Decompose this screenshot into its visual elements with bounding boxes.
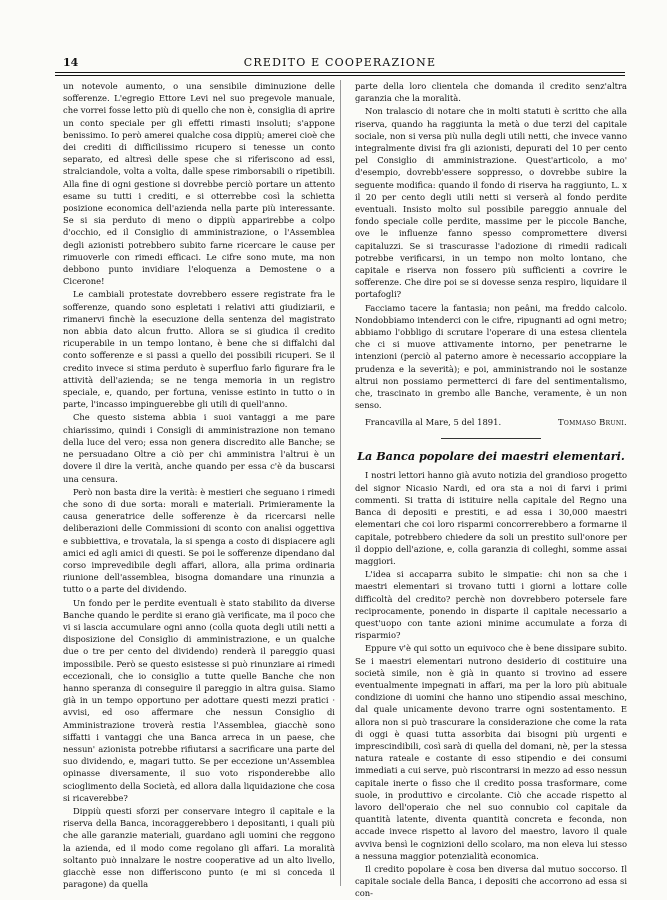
left-paragraph: Le cambiali protestate dovrebbero essere registrate fra le sofferenze, quando sono espletati i relativi atti giudiziarii, e rimanervi finchè la esecuzione della sentenza del magistrato non abbia dato alcun frutto. Allora se si giudica il credito ricuperabile in un tempo lontano, è bene che si diffalchi dal conto sofferenze e si passi a quello dei possibili ricuperi. Se il credito invece si stima perduto è superfluo farlo figurare fra le attività dell'azienda; se ne tenga memoria in un registro speciale, e, quando, per fortuna, venisse estinto in tutto o in parte, l'incasso impinguerebbe gli utili di quell'anno. — [63, 289, 335, 410]
left-paragraph: Che questo sistema abbia i suoi vantaggi a me pare chiarissimo, quindi i Consigli di amministrazione non temano della luce del vero; essa non genera discredito alle Banche; se ne persuadano Oltre a ciò per chi amministra l'altrui è un dovere il dire la verità, anche quando per essa c'è da buscarsi una censura. — [63, 412, 335, 484]
header-rule-bottom — [55, 75, 625, 76]
right-column — [355, 80, 627, 899]
page-number: 14 — [63, 56, 79, 69]
running-title: CREDITO E COOPERAZIONE — [243, 56, 437, 69]
article-separator — [441, 438, 541, 439]
signoff-place-date: Francavilla al Mare, 5 del 1891. — [365, 417, 502, 428]
right-paragraph: Il credito popolare è cosa ben diversa dal mutuo soccorso. Il capitale sociale della Banca, i depositi che accorrono ad essa si con- — [355, 863, 627, 899]
right-paragraph: Facciamo tacere la fantasia; non peâni, ma freddo calcolo. Nondobbiamo intenderci con le cifre, ripugnanti ad ogni metro; abbiamo l'obbligo di scrutare l'operare di una estesa clientela che ci si muove attivamente intorno, per penetrarne le intenzioni (perciò al paterno amore è necessario accoppiare la prudenza e la severità); e poi, amministrando noi le sostanze altrui non possiamo permetterci di fare del sentimentalismo, che, trascinato in grembo alle Banche, veramente, è un non senso. — [355, 302, 627, 411]
signoff-author: Tommaso Bruni. — [557, 417, 627, 428]
article-signoff — [355, 416, 627, 430]
right-paragraph: Eppure v'è qui sotto un equivoco che è bene dissipare subito. Se i maestri elementari nutrono desiderio di costituire una società simile, non è già in quanto si trovino ad essere eventualmente impegnati in affari, ma per la loro più abituale condizione di uomini che hanno uno stipendio assai meschino, dal quale unicamente devono trarre ogni sostentamento. E allora non si può trascurare la considerazione che come la rata di oggi è quasi tutta assorbita dai bisogni più urgenti e imprescindibili, così sarà di quella del domani, nè, per la stessa natura rateale e costante di esso stipendio e dei consumi immediati a cui serve, può riscontrarsi in mezzo ad esso nessun capitale inerte o fisso che il credito possa trasformare, come suole, in produttivo e circolante. Ciò che accade rispetto al lavoro dell'operaio che nel suo connubio col capitale da quantità latente, diventa quantità concreta e feconda, non accade invece rispetto al lavoro del maestro, lavoro il quale avviva bensì le cognizioni dello scolaro, ma non eleva lui stesso a nessuna maggior potenzialità economica. — [355, 643, 627, 861]
left-column — [63, 80, 335, 888]
column-divider — [340, 80, 341, 886]
left-paragraph: Però non basta dire la verità: è mestieri che seguano i rimedi che sono di due sorta: morali e materiali. Primieramente la causa generatrice delle sofferenze è da ricercarsi nelle deliberazioni delle Commissioni di sconto con analisi oggettiva e subbiettiva, e trovatala, la si spenga a costo di dispiacere agli amici ed agli amici di questi. Se poi le sofferenze dipendano dal corso imprevedibile degli affari, allora, alla prima ordinaria riunione dell'assemblea, bisogna domandare una rinunzia a tutto o a parte del dividendo. — [63, 486, 335, 595]
header-rule-top — [55, 72, 625, 73]
left-paragraph: Un fondo per le perdite eventuali è stato stabilito da diverse Banche quando le perdite si erano già verificate, ma il poco che vi si lascia accumulare ogni anno (colla quota degli utili netti a disposizione del Consiglio di amministrazione, e un qualche due o tre per cento del dividendo) renderà il pareggio quasi impossibile. Però se questo esistesse si può rinunziare ai rimedi eccezionali, che io consiglio a tutte quelle Banche che non hanno speranza di conseguire il pareggio in altra guisa. Siamo già in un tempo opportuno per adottare questi mezzi pratici · avvisi, ed oso affermare che nessun Consiglio di Amministrazione troverà restia l'Assemblea, giacchè sono siffatti i vantaggi che una Banca arreca in un paese, che nessun' azionista potrebbe rifiutarsi a sacrificare una parte del suo dividendo, e, magari tutto. Se per eccezione un'Assemblea opinasse diversamente, il suo voto risponderebbe allo scioglimento della Società, ed allora dalla liquidazione che cosa si ricaverebbe? — [63, 597, 335, 803]
right-paragraph: Non tralascio di notare che in molti statuti è scritto che alla riserva, quando ha raggiunta la metà o due terzi del capitale sociale, non si versa più nulla degli utili netti, che invece vanno integralmente divisi fra gli azionisti, depurati del 10 per cento pel Consiglio di amministrazione. Quest'articolo, a mo' d'esempio, dovrebb'essere soppresso, o dovrebbe subire la seguente modifica: quando il fondo di riserva ha raggiunto, L. x il 20 per cento degli utili netti si verserà al fondo perdite eventuali. Insisto molto sul possibile pareggio annuale del fondo speciale colle perdite, massime per le piccole Banche, ove le influenze fanno spesso compromettere diversi capitaluzzi. Se si trascurasse l'adozione di rimedii radicali potrebbe verificarsi, in un tempo non molto lontano, che capitale e riserva non fossero più sufficienti a covrire le sofferenze. Che dire poi se si dovesse senza respiro, liquidare il portafogli? — [355, 106, 627, 300]
left-paragraph: un notevole aumento, o una sensibile diminuzione delle sofferenze. L'egregio Ettore Levi nel suo pregevole manuale, che vorrei fosse letto più di quello che non è, consiglia di aprire un conto speciale per gli effetti rimasti insoluti; s'appone benissimo. Io però amerei qualche cosa dippiù; amerei cioè che dei crediti di difficilissimo ricupero si tenesse un conto separato, ed altresì delle spese che si riferiscono ad essi, stralciandole, volta a volta, dalle spese rimborsabili o ripetibili. Alla fine di ogni gestione si dovrebbe perciò portare un attento esame su tutti i crediti, e si otterrebbe così la schietta posizione economica dell'azienda nella parte più interessante. Se si sia perduto di meno o dippiù apparirebbe a colpo d'occhio, ed il Consiglio di amministrazione, o l'Assemblea degli azionisti potrebbero subito farne ricercare le cause per rimuoverle con rimedi efficaci. Le cifre sono mute, ma non debbono punto invidiare l'eloquenza a Demostene o a Cicerone! — [63, 81, 335, 287]
article-title: La Banca popolare dei maestri elementari. — [357, 449, 625, 464]
right-paragraph: parte della loro clientela che domanda il credito senz'altra garanzia che la moralità. — [355, 81, 627, 104]
right-paragraph: I nostri lettori hanno già avuto notizia del grandioso progetto del signor Nicasio Nardi, ed ora sta a noi di farvi i primi commenti. Si tratta di istituire nella capitale del Regno una Banca di depositi e prestiti, e ad essa i 30,000 maestri elementari che coi loro risparmi concorrerebbero a formarne il capitale, potrebbero chiedere da soli un prestito sull'onore per il doppio dell'azione, e, colla garanzia di colleghi, somme assai maggiori. — [355, 470, 627, 566]
left-paragraph: Dippiù questi sforzi per conservare integro il capitale e la riserva della Banca, incoraggerebbero i depositanti, i quali più che alle garanzie materiali, guardano agli uomini che reggono la azienda, ed il modo come regolano gli affari. La moralità soltanto può innalzare le nostre cooperative ad un alto livello, giacchè esse non differiscono punto (e mi si conceda il paragone) da quella — [63, 805, 335, 890]
right-paragraph: L'idea si accaparra subito le simpatie: chi non sa che i maestri elementari si trovano tutti i giorni a lottare colle difficoltà del credito? perchè non dovrebbero potersele fare reciprocamente, ponendo in disparte il capitale necessario a quest'uopo con tante azioni minime accumulate a forza di risparmio? — [355, 569, 627, 641]
page-header — [55, 56, 625, 70]
